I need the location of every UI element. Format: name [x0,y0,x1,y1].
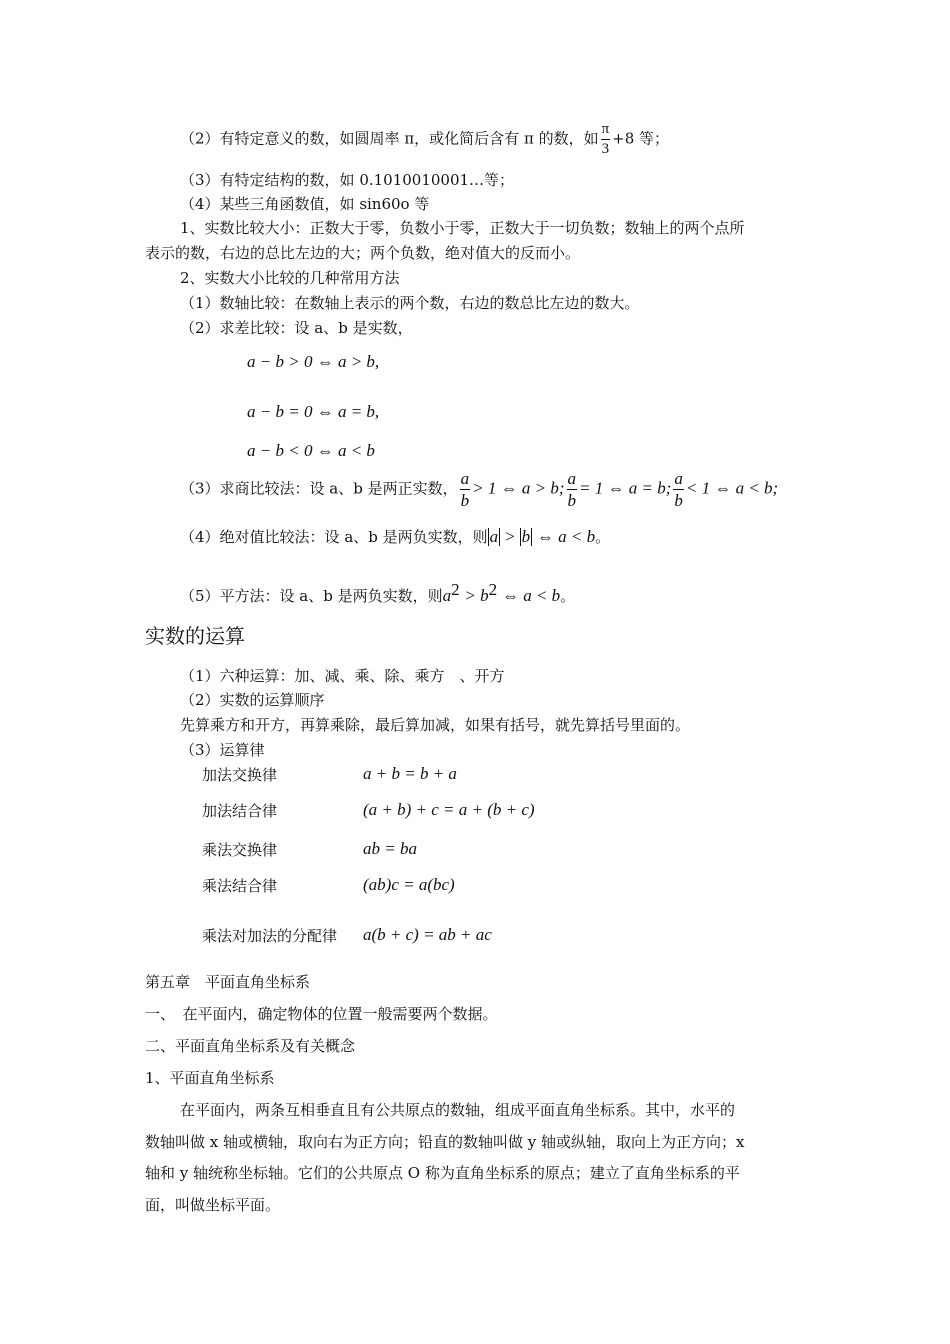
paragraph-line: 在平面内，两条互相垂直且有公共原点的数轴，组成平面直角坐标系。其中，水平的 [180,1101,736,1119]
fraction-numerator: π [601,122,611,140]
fraction-numerator: a [460,469,470,488]
line-coordinate-system-heading: 1、平面直角坐标系 [145,1069,275,1087]
section-title: 实数的运算 [145,624,245,648]
line-order-rule: 先算乘方和开方，再算乘除，最后算加减，如果有括号，就先算括号里面的。 [180,716,691,734]
fraction-denominator: b [460,491,470,510]
line-axis-compare: （1）数轴比较：在数轴上表示的两个数，右边的数总比左边的数大。 [180,294,640,312]
law-formula: ab = ba [363,839,417,858]
absolute-value-b: b [521,527,531,546]
line-coordinate-concepts: 二、平面直角坐标系及有关概念 [145,1037,356,1055]
law-name: 加法交换律 [202,766,278,784]
quotient-greater: > 1 ⇔ a > b; [472,478,565,498]
math-a: a [442,586,452,605]
chapter-title: 第五章 平面直角坐标系 [145,973,311,991]
a-over-b-fraction [567,470,578,509]
text: （5）平方法：设 a、b 是两负实数，则 [180,587,443,605]
fraction-numerator: a [674,469,683,488]
line-compare-rule-2: 表示的数，右边的总比左边的大；两个负数，绝对值大的反而小。 [145,244,581,262]
paragraph-line: 面，叫做坐标平面。 [145,1196,281,1214]
equation-difference-negative: a − b < 0 ⇔ a < b [247,441,375,460]
greater-b: > b [464,586,489,605]
text: +8 等； [612,129,670,148]
line-position-data: 一、 在平面内，确定物体的位置一般需要两个数据。 [145,1005,498,1023]
line-compare-methods: 2、实数大小比较的几种常用方法 [180,269,400,287]
a-over-b-fraction [460,470,471,509]
fraction-denominator: b [567,491,576,510]
text: （3）求商比较法：设 a、b 是两正实数， [180,479,458,498]
line-quotient-compare [180,470,778,509]
equivalence: ⇔ a < b [501,586,561,605]
law-formula: a(b + c) = ab + ac [363,925,492,944]
exponent: 2 [451,580,460,599]
line-special-numbers [180,122,669,157]
fraction-denominator: b [674,491,683,510]
paragraph-line: 轴和 y 轴统称坐标轴。它们的公共原点 O 称为直角坐标系的原点；建立了直角坐标系的平 [145,1164,740,1182]
line-compare-rule-1: 1、实数比较大小：正数大于零，负数小于零，正数大于一切负数；数轴上的两个点所 [180,219,745,237]
a-over-b-fraction [673,470,684,509]
equation-difference-positive: a − b > 0 ⇔ a > b, [247,352,380,371]
fraction-denominator: 3 [601,141,610,157]
period: 。 [560,587,576,605]
quotient-less: < 1 ⇔ a < b; [685,478,779,498]
law-name: 乘法交换律 [202,841,278,859]
text: （2）有特定意义的数，如圆周率 π，或化简后含有 π 的数，如 [180,129,599,148]
fraction-numerator: a [567,469,576,488]
period: 。 [595,528,611,546]
line-laws-heading: （3）运算律 [180,741,265,759]
equation-difference-zero: a − b = 0 ⇔ a = b, [247,402,380,421]
law-formula: (a + b) + c = a + (b + c) [363,800,535,819]
line-operation-order: （2）实数的运算顺序 [180,691,325,709]
absolute-value-a: a [489,527,499,546]
equivalence: ⇔ a < b [536,527,596,546]
line-six-operations: （1）六种运算：加、减、乘、除、乘方 、开方 [180,667,505,685]
greater-sign: > [504,527,516,546]
exponent: 2 [488,580,498,599]
law-name: 乘法结合律 [202,877,278,895]
line-special-structure: （3）有特定结构的数，如 0.1010010001…等； [180,171,515,189]
quotient-equal: = 1 ⇔ a = b; [579,478,672,498]
law-name: 乘法对加法的分配律 [202,927,338,945]
law-formula: (ab)c = a(bc) [363,875,455,894]
line-square-compare [180,580,575,606]
text: （4）绝对值比较法：设 a、b 是两负实数，则 [180,528,488,546]
pi-over-3-fraction [601,122,611,157]
law-formula: a + b = b + a [363,764,457,783]
line-difference-compare: （2）求差比较：设 a、b 是实数， [180,319,413,337]
line-absolute-compare [180,527,610,547]
paragraph-line: 数轴叫做 x 轴或横轴，取向右为正方向；铅直的数轴叫做 y 轴或纵轴，取向上为正方向；x [145,1133,745,1151]
law-name: 加法结合律 [202,802,278,820]
line-trig-values: （4）某些三角函数值，如 sin60o 等 [180,195,430,213]
